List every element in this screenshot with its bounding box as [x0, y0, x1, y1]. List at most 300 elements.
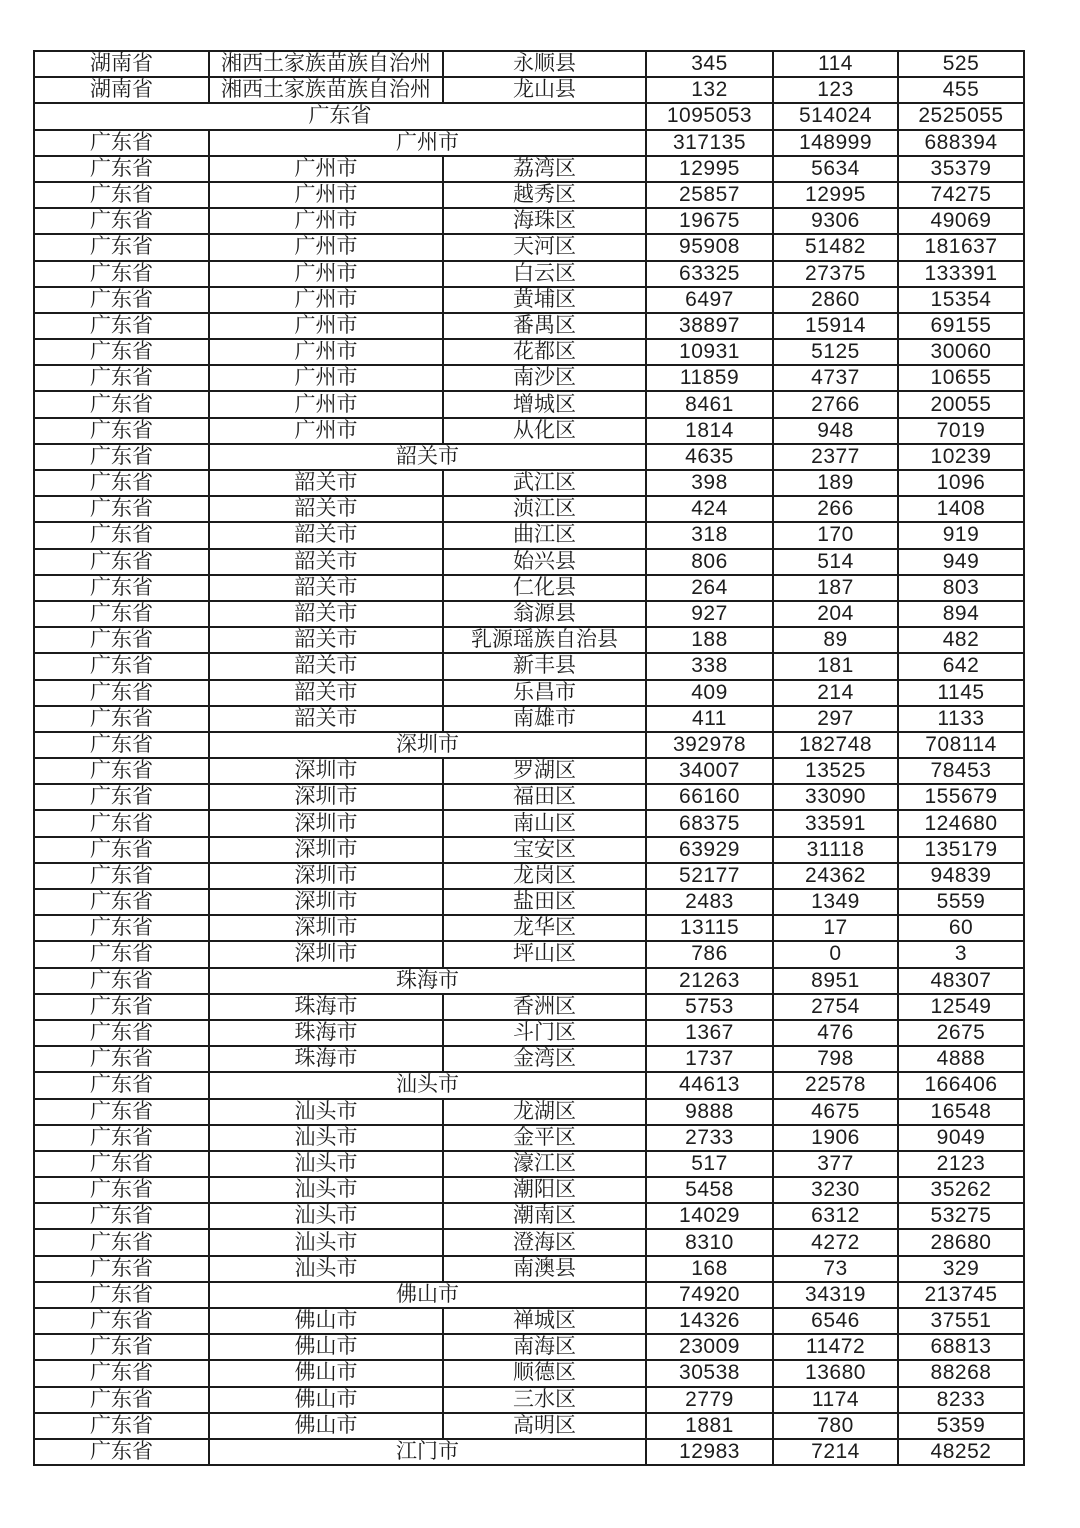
value-cell: 4888 — [898, 1046, 1024, 1072]
value-cell: 264 — [646, 575, 773, 601]
district-cell: 坪山区 — [443, 941, 646, 967]
value-cell: 2377 — [773, 444, 898, 470]
value-cell: 28680 — [898, 1229, 1024, 1255]
value-cell: 17 — [773, 915, 898, 941]
value-cell: 49069 — [898, 208, 1024, 234]
value-cell: 37551 — [898, 1308, 1024, 1334]
table-row — [34, 1020, 1024, 1046]
table-row — [34, 1439, 1024, 1465]
value-cell: 1349 — [773, 889, 898, 915]
district-cell: 始兴县 — [443, 549, 646, 575]
table-row — [34, 1072, 1024, 1098]
province-cell: 广东省 — [34, 313, 209, 339]
value-cell: 266 — [773, 496, 898, 522]
district-cell: 乳源瑶族自治县 — [443, 627, 646, 653]
city-cell: 汕头市 — [209, 1125, 443, 1151]
city-cell: 佛山市 — [209, 1334, 443, 1360]
city-cell: 广州市 — [209, 418, 443, 444]
value-cell: 919 — [898, 522, 1024, 548]
value-cell: 68375 — [646, 810, 773, 836]
value-cell: 66160 — [646, 784, 773, 810]
city-cell: 深圳市 — [209, 889, 443, 915]
value-cell: 329 — [898, 1256, 1024, 1282]
value-cell: 9888 — [646, 1099, 773, 1125]
value-cell: 927 — [646, 601, 773, 627]
value-cell: 22578 — [773, 1072, 898, 1098]
value-cell: 398 — [646, 470, 773, 496]
table-row — [34, 418, 1024, 444]
city-cell: 韶关市 — [209, 496, 443, 522]
province-cell: 广东省 — [34, 601, 209, 627]
value-cell: 1408 — [898, 496, 1024, 522]
province-cell: 广东省 — [34, 575, 209, 601]
province-cell: 广东省 — [34, 182, 209, 208]
province-cell: 广东省 — [34, 1072, 209, 1098]
value-cell: 1906 — [773, 1125, 898, 1151]
district-cell: 龙华区 — [443, 915, 646, 941]
province-cell: 广东省 — [34, 549, 209, 575]
value-cell: 392978 — [646, 732, 773, 758]
city-total-cell: 汕头市 — [209, 1072, 646, 1098]
province-cell: 广东省 — [34, 1125, 209, 1151]
value-cell: 803 — [898, 575, 1024, 601]
value-cell: 23009 — [646, 1334, 773, 1360]
value-cell: 166406 — [898, 1072, 1024, 1098]
district-cell: 从化区 — [443, 418, 646, 444]
city-cell: 珠海市 — [209, 1020, 443, 1046]
value-cell: 53275 — [898, 1203, 1024, 1229]
value-cell: 2675 — [898, 1020, 1024, 1046]
city-cell: 深圳市 — [209, 758, 443, 784]
table-row — [34, 522, 1024, 548]
table-row — [34, 208, 1024, 234]
district-cell: 澄海区 — [443, 1229, 646, 1255]
district-cell: 顺德区 — [443, 1360, 646, 1386]
city-cell: 汕头市 — [209, 1099, 443, 1125]
city-total-cell: 珠海市 — [209, 968, 646, 994]
table-row — [34, 1282, 1024, 1308]
value-cell: 10655 — [898, 365, 1024, 391]
value-cell: 170 — [773, 522, 898, 548]
province-cell: 广东省 — [34, 130, 209, 156]
district-cell: 龙山县 — [443, 77, 646, 103]
table-row — [34, 627, 1024, 653]
province-cell: 广东省 — [34, 418, 209, 444]
city-total-cell: 广州市 — [209, 130, 646, 156]
table-row — [34, 287, 1024, 313]
city-cell: 广州市 — [209, 365, 443, 391]
value-cell: 27375 — [773, 261, 898, 287]
city-cell: 珠海市 — [209, 1046, 443, 1072]
value-cell: 24362 — [773, 863, 898, 889]
city-cell: 广州市 — [209, 182, 443, 208]
table-row — [34, 444, 1024, 470]
value-cell: 4635 — [646, 444, 773, 470]
value-cell: 2525055 — [898, 103, 1024, 129]
province-cell: 广东省 — [34, 496, 209, 522]
city-cell: 广州市 — [209, 234, 443, 260]
district-cell: 龙岗区 — [443, 863, 646, 889]
city-cell: 汕头市 — [209, 1229, 443, 1255]
province-cell: 广东省 — [34, 1334, 209, 1360]
district-cell: 浈江区 — [443, 496, 646, 522]
province-cell: 广东省 — [34, 941, 209, 967]
value-cell: 1095053 — [646, 103, 773, 129]
district-cell: 翁源县 — [443, 601, 646, 627]
value-cell: 688394 — [898, 130, 1024, 156]
district-cell: 海珠区 — [443, 208, 646, 234]
table-row — [34, 313, 1024, 339]
value-cell: 30538 — [646, 1360, 773, 1386]
city-cell: 广州市 — [209, 313, 443, 339]
table-row — [34, 915, 1024, 941]
table-row — [34, 601, 1024, 627]
city-total-cell: 韶关市 — [209, 444, 646, 470]
value-cell: 51482 — [773, 234, 898, 260]
city-cell: 广州市 — [209, 261, 443, 287]
district-cell: 白云区 — [443, 261, 646, 287]
city-cell: 佛山市 — [209, 1413, 443, 1439]
table-row — [34, 339, 1024, 365]
district-cell: 三水区 — [443, 1387, 646, 1413]
district-cell: 盐田区 — [443, 889, 646, 915]
table-row — [34, 968, 1024, 994]
value-cell: 2733 — [646, 1125, 773, 1151]
province-cell: 广东省 — [34, 732, 209, 758]
value-cell: 2123 — [898, 1151, 1024, 1177]
value-cell: 7019 — [898, 418, 1024, 444]
table-row — [34, 784, 1024, 810]
province-cell: 广东省 — [34, 1203, 209, 1229]
district-cell: 荔湾区 — [443, 156, 646, 182]
value-cell: 214 — [773, 680, 898, 706]
value-cell: 181637 — [898, 234, 1024, 260]
value-cell: 5125 — [773, 339, 898, 365]
value-cell: 8233 — [898, 1387, 1024, 1413]
value-cell: 708114 — [898, 732, 1024, 758]
value-cell: 8951 — [773, 968, 898, 994]
value-cell: 4737 — [773, 365, 898, 391]
district-cell: 禅城区 — [443, 1308, 646, 1334]
district-cell: 番禺区 — [443, 313, 646, 339]
value-cell: 8310 — [646, 1229, 773, 1255]
table-row — [34, 549, 1024, 575]
value-cell: 33591 — [773, 810, 898, 836]
district-cell: 增城区 — [443, 391, 646, 417]
value-cell: 514 — [773, 549, 898, 575]
district-cell: 金平区 — [443, 1125, 646, 1151]
value-cell: 135179 — [898, 837, 1024, 863]
value-cell: 1881 — [646, 1413, 773, 1439]
city-cell: 深圳市 — [209, 810, 443, 836]
table-row — [34, 706, 1024, 732]
value-cell: 213745 — [898, 1282, 1024, 1308]
value-cell: 5458 — [646, 1177, 773, 1203]
district-cell: 龙湖区 — [443, 1099, 646, 1125]
district-cell: 南海区 — [443, 1334, 646, 1360]
city-cell: 深圳市 — [209, 837, 443, 863]
province-cell: 广东省 — [34, 522, 209, 548]
value-cell: 33090 — [773, 784, 898, 810]
city-cell: 深圳市 — [209, 784, 443, 810]
district-cell: 曲江区 — [443, 522, 646, 548]
table-row — [34, 837, 1024, 863]
value-cell: 168 — [646, 1256, 773, 1282]
table-row — [34, 575, 1024, 601]
city-cell: 韶关市 — [209, 680, 443, 706]
value-cell: 124680 — [898, 810, 1024, 836]
value-cell: 0 — [773, 941, 898, 967]
value-cell: 455 — [898, 77, 1024, 103]
province-cell: 广东省 — [34, 391, 209, 417]
province-cell: 广东省 — [34, 758, 209, 784]
city-cell: 佛山市 — [209, 1308, 443, 1334]
district-cell: 花都区 — [443, 339, 646, 365]
value-cell: 345 — [646, 51, 773, 77]
table-row — [34, 732, 1024, 758]
value-cell: 5559 — [898, 889, 1024, 915]
value-cell: 31118 — [773, 837, 898, 863]
table-row — [34, 496, 1024, 522]
table-row — [34, 1151, 1024, 1177]
value-cell: 318 — [646, 522, 773, 548]
value-cell: 89 — [773, 627, 898, 653]
value-cell: 34319 — [773, 1282, 898, 1308]
province-cell: 广东省 — [34, 784, 209, 810]
value-cell: 78453 — [898, 758, 1024, 784]
table-row — [34, 1308, 1024, 1334]
value-cell: 806 — [646, 549, 773, 575]
value-cell: 482 — [898, 627, 1024, 653]
city-cell: 广州市 — [209, 391, 443, 417]
value-cell: 44613 — [646, 1072, 773, 1098]
table-row — [34, 810, 1024, 836]
province-cell: 广东省 — [34, 837, 209, 863]
value-cell: 4272 — [773, 1229, 898, 1255]
city-cell: 韶关市 — [209, 549, 443, 575]
value-cell: 189 — [773, 470, 898, 496]
value-cell: 2779 — [646, 1387, 773, 1413]
province-cell: 广东省 — [34, 1413, 209, 1439]
city-cell: 汕头市 — [209, 1177, 443, 1203]
value-cell: 12549 — [898, 994, 1024, 1020]
city-cell: 韶关市 — [209, 575, 443, 601]
district-cell: 罗湖区 — [443, 758, 646, 784]
value-cell: 30060 — [898, 339, 1024, 365]
value-cell: 10931 — [646, 339, 773, 365]
value-cell: 132 — [646, 77, 773, 103]
district-cell: 潮南区 — [443, 1203, 646, 1229]
value-cell: 12995 — [773, 182, 898, 208]
table-row — [34, 77, 1024, 103]
value-cell: 52177 — [646, 863, 773, 889]
value-cell: 114 — [773, 51, 898, 77]
value-cell: 74275 — [898, 182, 1024, 208]
value-cell: 1367 — [646, 1020, 773, 1046]
table-row — [34, 1125, 1024, 1151]
table-row — [34, 51, 1024, 77]
district-cell: 香洲区 — [443, 994, 646, 1020]
city-cell: 广州市 — [209, 156, 443, 182]
table-row — [34, 470, 1024, 496]
value-cell: 517 — [646, 1151, 773, 1177]
province-cell: 广东省 — [34, 1046, 209, 1072]
value-cell: 6546 — [773, 1308, 898, 1334]
province-cell: 广东省 — [34, 627, 209, 653]
table-row — [34, 1177, 1024, 1203]
table-row — [34, 182, 1024, 208]
value-cell: 69155 — [898, 313, 1024, 339]
province-cell: 广东省 — [34, 653, 209, 679]
value-cell: 1174 — [773, 1387, 898, 1413]
table-row — [34, 1229, 1024, 1255]
value-cell: 181 — [773, 653, 898, 679]
value-cell: 786 — [646, 941, 773, 967]
value-cell: 5634 — [773, 156, 898, 182]
value-cell: 20055 — [898, 391, 1024, 417]
value-cell: 6312 — [773, 1203, 898, 1229]
city-cell: 湘西土家族苗族自治州 — [209, 51, 443, 77]
value-cell: 3230 — [773, 1177, 898, 1203]
value-cell: 60 — [898, 915, 1024, 941]
province-cell: 广东省 — [34, 365, 209, 391]
table-row — [34, 365, 1024, 391]
province-cell: 广东省 — [34, 470, 209, 496]
value-cell: 514024 — [773, 103, 898, 129]
table-row — [34, 680, 1024, 706]
city-cell: 深圳市 — [209, 915, 443, 941]
table-row — [34, 941, 1024, 967]
district-cell: 永顺县 — [443, 51, 646, 77]
value-cell: 3 — [898, 941, 1024, 967]
value-cell: 35379 — [898, 156, 1024, 182]
province-cell: 湖南省 — [34, 51, 209, 77]
province-cell: 广东省 — [34, 1151, 209, 1177]
table-row — [34, 1099, 1024, 1125]
city-cell: 珠海市 — [209, 994, 443, 1020]
value-cell: 68813 — [898, 1334, 1024, 1360]
value-cell: 21263 — [646, 968, 773, 994]
value-cell: 15354 — [898, 287, 1024, 313]
city-total-cell: 佛山市 — [209, 1282, 646, 1308]
table-row — [34, 1334, 1024, 1360]
district-cell: 越秀区 — [443, 182, 646, 208]
city-cell: 佛山市 — [209, 1360, 443, 1386]
province-cell: 广东省 — [34, 810, 209, 836]
district-cell: 宝安区 — [443, 837, 646, 863]
district-cell: 南山区 — [443, 810, 646, 836]
value-cell: 297 — [773, 706, 898, 732]
value-cell: 155679 — [898, 784, 1024, 810]
district-cell: 高明区 — [443, 1413, 646, 1439]
district-cell: 仁化县 — [443, 575, 646, 601]
value-cell: 7214 — [773, 1439, 898, 1465]
city-cell: 广州市 — [209, 339, 443, 365]
value-cell: 948 — [773, 418, 898, 444]
value-cell: 2860 — [773, 287, 898, 313]
city-cell: 韶关市 — [209, 706, 443, 732]
city-cell: 汕头市 — [209, 1151, 443, 1177]
province-cell: 广东省 — [34, 1360, 209, 1386]
value-cell: 187 — [773, 575, 898, 601]
province-cell: 广东省 — [34, 1282, 209, 1308]
district-cell: 潮阳区 — [443, 1177, 646, 1203]
province-cell: 广东省 — [34, 1099, 209, 1125]
value-cell: 9049 — [898, 1125, 1024, 1151]
value-cell: 11472 — [773, 1334, 898, 1360]
city-cell: 韶关市 — [209, 470, 443, 496]
city-cell: 湘西土家族苗族自治州 — [209, 77, 443, 103]
table-row — [34, 156, 1024, 182]
value-cell: 148999 — [773, 130, 898, 156]
province-cell: 广东省 — [34, 1256, 209, 1282]
value-cell: 13525 — [773, 758, 898, 784]
province-cell: 广东省 — [34, 1387, 209, 1413]
province-cell: 广东省 — [34, 261, 209, 287]
value-cell: 25857 — [646, 182, 773, 208]
table-body — [34, 51, 1024, 1465]
value-cell: 6497 — [646, 287, 773, 313]
table-row — [34, 1387, 1024, 1413]
table-row — [34, 1413, 1024, 1439]
value-cell: 780 — [773, 1413, 898, 1439]
district-cell: 斗门区 — [443, 1020, 646, 1046]
province-cell: 广东省 — [34, 287, 209, 313]
city-cell: 韶关市 — [209, 601, 443, 627]
table-row — [34, 130, 1024, 156]
table-row — [34, 1046, 1024, 1072]
value-cell: 12995 — [646, 156, 773, 182]
value-cell: 5753 — [646, 994, 773, 1020]
province-cell: 广东省 — [34, 994, 209, 1020]
district-cell: 乐昌市 — [443, 680, 646, 706]
value-cell: 88268 — [898, 1360, 1024, 1386]
value-cell: 2754 — [773, 994, 898, 1020]
province-cell: 广东省 — [34, 234, 209, 260]
value-cell: 16548 — [898, 1099, 1024, 1125]
value-cell: 4675 — [773, 1099, 898, 1125]
district-cell: 南沙区 — [443, 365, 646, 391]
city-cell: 广州市 — [209, 287, 443, 313]
district-cell: 新丰县 — [443, 653, 646, 679]
province-cell: 广东省 — [34, 1177, 209, 1203]
value-cell: 642 — [898, 653, 1024, 679]
value-cell: 10239 — [898, 444, 1024, 470]
value-cell: 15914 — [773, 313, 898, 339]
value-cell: 1814 — [646, 418, 773, 444]
value-cell: 894 — [898, 601, 1024, 627]
city-cell: 韶关市 — [209, 653, 443, 679]
city-cell: 汕头市 — [209, 1256, 443, 1282]
city-cell: 深圳市 — [209, 941, 443, 967]
city-cell: 佛山市 — [209, 1387, 443, 1413]
value-cell: 13115 — [646, 915, 773, 941]
province-cell: 广东省 — [34, 156, 209, 182]
city-total-cell: 江门市 — [209, 1439, 646, 1465]
city-cell: 广州市 — [209, 208, 443, 234]
table-row — [34, 261, 1024, 287]
district-cell: 天河区 — [443, 234, 646, 260]
value-cell: 11859 — [646, 365, 773, 391]
value-cell: 525 — [898, 51, 1024, 77]
value-cell: 19675 — [646, 208, 773, 234]
table-row — [34, 994, 1024, 1020]
table-row — [34, 1256, 1024, 1282]
value-cell: 317135 — [646, 130, 773, 156]
value-cell: 1737 — [646, 1046, 773, 1072]
province-cell: 广东省 — [34, 889, 209, 915]
value-cell: 5359 — [898, 1413, 1024, 1439]
